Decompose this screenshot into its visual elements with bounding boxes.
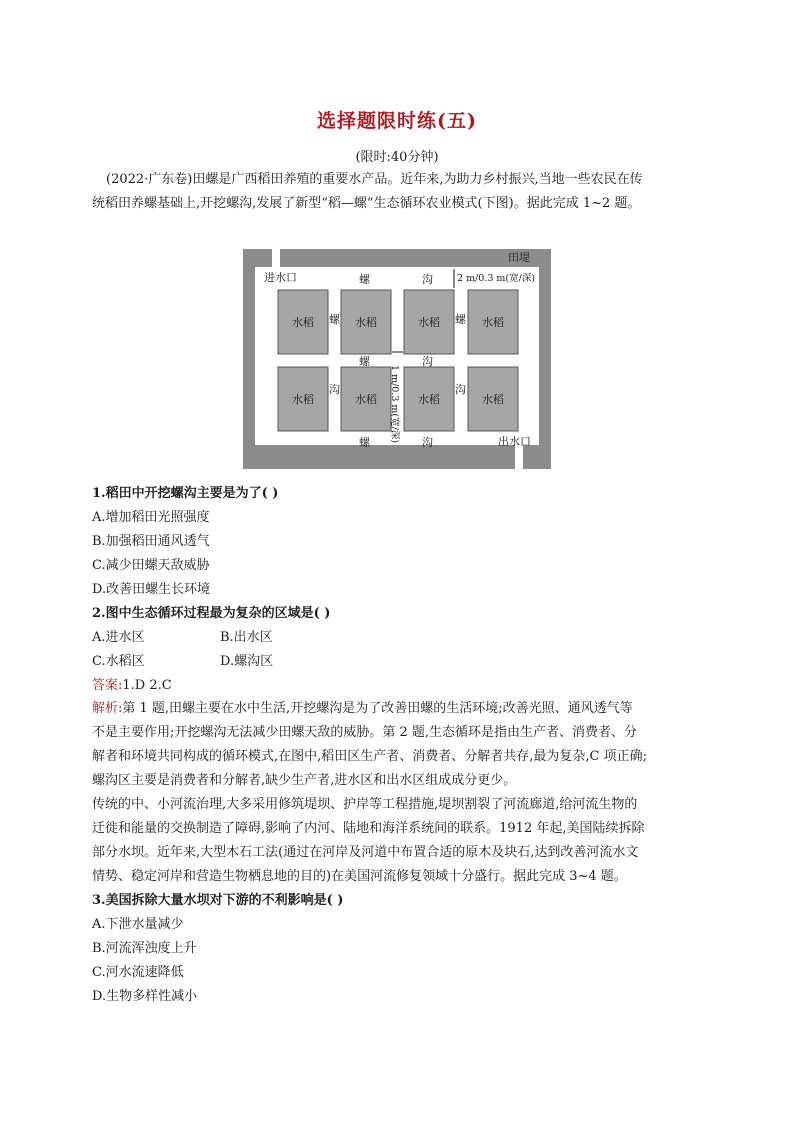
rice-label: 水稻: [292, 393, 314, 406]
time-limit: (限时:40分钟): [355, 150, 439, 165]
page-title: 选择题限时练(五): [317, 110, 477, 132]
ditch-label: 螺: [455, 313, 466, 326]
rice-label: 水稻: [418, 393, 440, 406]
analysis-line2: 不是主要作用;开挖螺沟无法减少田螺天敌的威胁。第 2 题,生态循环是指由生产者、消费者、分: [92, 725, 638, 740]
rice-label: 水稻: [418, 316, 440, 329]
inlet-gap: [272, 249, 280, 267]
q1-option-b: B.加强稻田通风透气: [92, 534, 210, 549]
q3-option-a: A.下泄水量减少: [92, 917, 184, 932]
rice-label: 水稻: [292, 316, 314, 329]
ditch-label: 沟: [422, 355, 433, 368]
dimension-top: 2 m/0.3 m(宽/深): [457, 273, 536, 284]
rice-label: 水稻: [355, 316, 377, 329]
ditch-label: 沟: [422, 436, 433, 449]
answer-label: 答案:: [92, 678, 123, 693]
ditch-label: 沟: [329, 383, 340, 396]
outlet-gap: [515, 445, 523, 469]
intro2-line2: 迁徙和能量的交换制造了障碍,影响了内河、陆地和海洋系统间的联系。1912 年起,美国陆续拆除: [92, 821, 645, 836]
q2-option-d: D.螺沟区: [220, 654, 274, 669]
analysis-line1: [92, 699, 633, 719]
q2-stem: 2.图中生态循环过程最为复杂的区域是( ): [92, 606, 331, 621]
q3-option-d: D.生物多样性减小: [92, 989, 198, 1004]
answer: [92, 676, 172, 696]
ditch-label: 螺: [359, 355, 370, 368]
analysis-line3: 解者和环境共同构成的循环模式,在图中,稻田区生产者、消费者、分解者共存,最为复杂,C 项正确;: [92, 749, 647, 764]
dimension-middle: 1 m/0.3 m(宽/深): [389, 365, 400, 444]
intro2-line4: 情势、稳定河岸和营造生物栖息地的目的)在美国河流修复领域十分盛行。据此完成 3~4 题。: [92, 869, 627, 884]
rice-label: 水稻: [482, 316, 504, 329]
q2-option-a: A.进水区: [92, 630, 145, 645]
ditch-label: 沟: [455, 383, 466, 396]
q2-option-b: B.出水区: [220, 630, 273, 645]
analysis-text: 第 1 题,田螺主要在水中生活,开挖螺沟是为了改善田螺的生活环境;改善光照、通风透气等: [122, 701, 633, 716]
analysis-line4: 螺沟区主要是消费者和分解者,缺少生产者,进水区和出水区组成成分更少。: [92, 773, 517, 788]
intro2-line3: 部分水坝。近年来,大型木石工法(通过在河岸及河道中布置合适的原木及块石,达到改善河流水文: [92, 845, 639, 860]
intro1-line1: (2022·广东卷)田螺是广西稻田养殖的重要水产品。近年来,为助力乡村振兴,当地一些农民在传: [106, 172, 643, 187]
field-bank-label: 田堤: [508, 251, 530, 264]
rice-label: 水稻: [482, 393, 504, 406]
ditch-label: 螺: [359, 436, 370, 449]
rice-snail-diagram: [243, 249, 551, 469]
rice-label: 水稻: [355, 393, 377, 406]
intro1-line2: 统稻田养螺基础上,开挖螺沟,发展了新型“稻—螺”生态循环农业模式(下图)。据此完成 1~2 题。: [92, 196, 641, 211]
outlet-label: 出水口: [498, 435, 531, 448]
q1-option-c: C.减少田螺天敌威胁: [92, 558, 210, 573]
inlet-label: 进水口: [264, 271, 297, 284]
q3-option-b: B.河流浑浊度上升: [92, 941, 197, 956]
q1-option-a: A.增加稻田光照强度: [92, 510, 210, 525]
intro2-line1: 传统的中、小河流治理,大多采用修筑堤坝、护岸等工程措施,堤坝割裂了河流廊道,给河流生物的: [92, 797, 638, 812]
ditch-label: 螺: [359, 273, 370, 286]
ditch-label: 螺: [329, 313, 340, 326]
q3-option-c: C.河水流速降低: [92, 965, 184, 980]
analysis-label: 解析:: [92, 701, 123, 716]
q1-option-d: D.改善田螺生长环境: [92, 582, 211, 597]
answer-text: 1.D 2.C: [122, 678, 172, 693]
ditch-label: 沟: [422, 273, 433, 286]
q3-stem: 3.美国拆除大量水坝对下游的不利影响是( ): [92, 893, 344, 908]
q1-stem: 1.稻田中开挖螺沟主要是为了( ): [92, 486, 279, 501]
q2-option-c: C.水稻区: [92, 654, 145, 669]
